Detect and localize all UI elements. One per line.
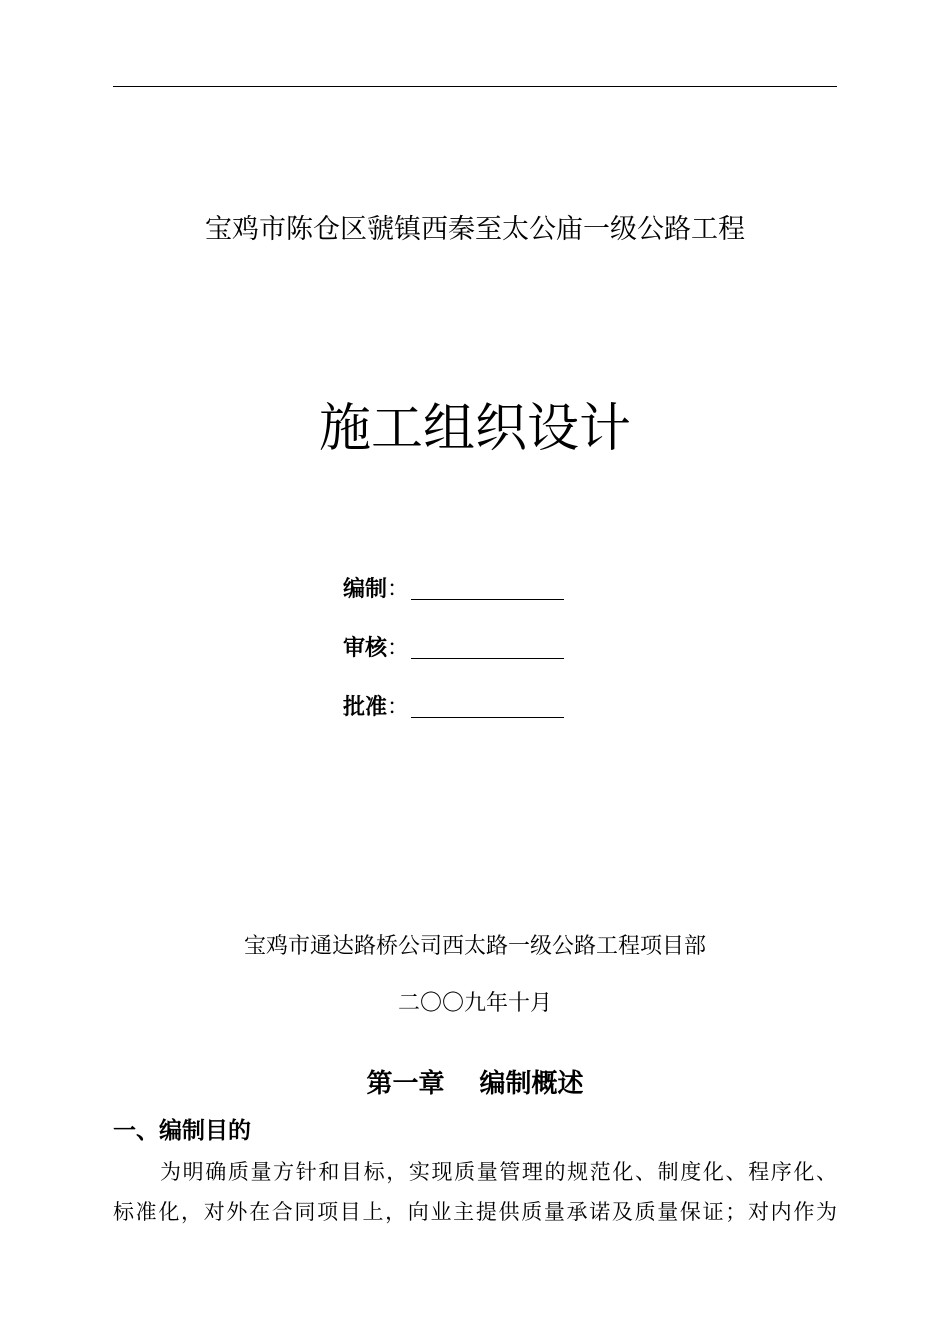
organization-name: 宝鸡市通达路桥公司西太路一级公路工程项目部 [243,934,706,959]
signature-label: 批准 [343,695,388,720]
signature-colon: ： [387,577,410,602]
signature-blank-line [411,599,564,600]
signature-blank-line [411,658,564,659]
document-title: 施工组织设计 [318,399,631,459]
paragraph-line: 为明确质量方针和目标，实现质量管理的规范化、制度化、程序化、 [160,1160,837,1184]
signature-label: 审核 [343,636,388,661]
signature-colon: ： [387,636,410,661]
signature-row-compile [343,572,564,604]
signature-row-approve [343,690,564,722]
signature-label: 编制 [343,577,388,602]
document-date: 二〇〇九年十月 [397,991,552,1016]
section-heading: 一、编制目的 [113,1118,251,1144]
chapter-heading: 第一章 编制概述 [366,1069,584,1099]
paragraph-line: 标准化，对外在合同项目上，向业主提供质量承诺及质量保证；对内作为 [113,1200,837,1224]
signature-row-review [343,631,564,663]
top-rule [113,86,837,87]
project-name: 宝鸡市陈仓区虢镇西秦至太公庙一级公路工程 [205,214,745,245]
signature-colon: ： [387,695,410,720]
signature-blank-line [411,717,564,718]
